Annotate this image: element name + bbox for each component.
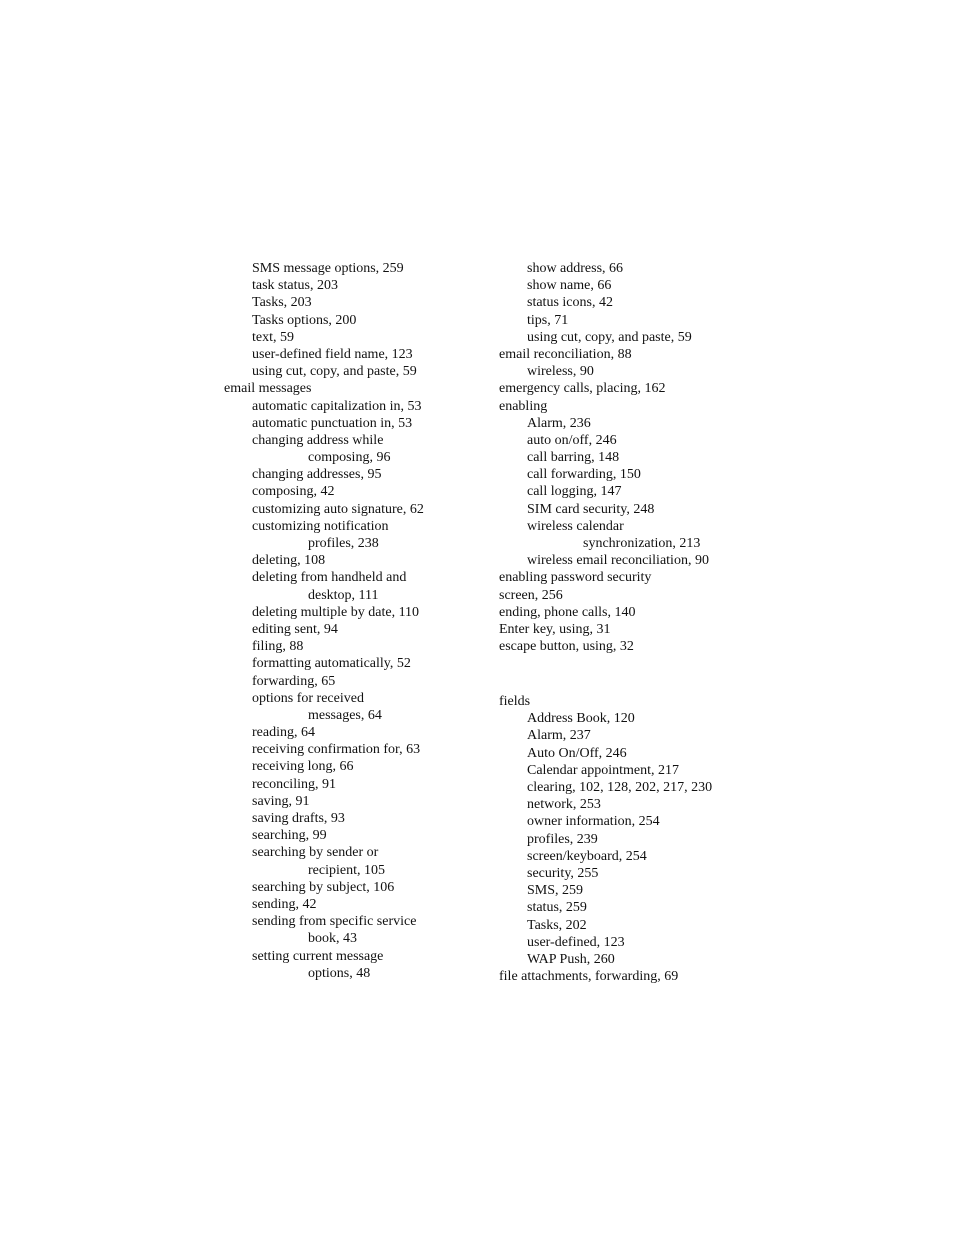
index-subentry: SMS, 259 xyxy=(527,883,584,899)
index-subentry: composing, 42 xyxy=(252,484,335,500)
index-subentry: desktop, 111 xyxy=(308,587,379,603)
index-subentry: text, 59 xyxy=(252,329,294,345)
index-subentry: Tasks, 202 xyxy=(527,917,587,933)
index-subentry: show address, 66 xyxy=(527,261,624,276)
section-gap xyxy=(499,655,759,693)
index-subentry: status, 259 xyxy=(527,900,587,916)
index-subentry: call barring, 148 xyxy=(527,450,620,466)
index-subentry: saving drafts, 93 xyxy=(252,811,345,826)
index-subentry: recipient, 105 xyxy=(308,862,385,878)
index-subentry: Tasks options, 200 xyxy=(252,312,357,328)
index-subentry: options for received xyxy=(252,690,364,706)
index-subentry: searching by subject, 106 xyxy=(252,879,395,895)
index-subentry: options, 48 xyxy=(308,965,371,981)
index-entry: screen, 256 xyxy=(499,587,563,603)
index-subentry: user-defined, 123 xyxy=(527,934,625,950)
index-subentry: deleting multiple by date, 110 xyxy=(252,604,420,620)
index-subentry: Alarm, 236 xyxy=(527,415,591,431)
index-entry: file attachments, forwarding, 69 xyxy=(499,969,679,985)
index-subentry: changing address while xyxy=(252,432,384,448)
index-subentry: Auto On/Off, 246 xyxy=(527,745,627,761)
index-subentry: receiving confirmation for, 63 xyxy=(252,742,421,758)
index-subentry: screen/keyboard, 254 xyxy=(527,848,647,864)
index-column-right xyxy=(499,260,759,985)
index-subentry: SIM card security, 248 xyxy=(527,501,655,517)
index-subentry: show name, 66 xyxy=(527,278,612,294)
index-subentry: deleting from handheld and xyxy=(252,570,407,586)
index-subentry: Alarm, 237 xyxy=(527,728,591,744)
index-entry: escape button, using, 32 xyxy=(499,639,634,655)
index-subentry: network, 253 xyxy=(527,797,601,813)
index-entry: enabling password security xyxy=(499,570,652,586)
index-subentry: call forwarding, 150 xyxy=(527,467,641,483)
index-subentry: saving, 91 xyxy=(252,793,310,809)
index-subentry: reading, 64 xyxy=(252,725,315,741)
index-subentry: security, 255 xyxy=(527,865,599,881)
index-subentry: searching by sender or xyxy=(252,845,379,861)
index-subentry: automatic punctuation in, 53 xyxy=(252,415,413,431)
index-subentry: status icons, 42 xyxy=(527,295,613,311)
index-column-left xyxy=(224,260,484,982)
index-subentry: synchronization, 213 xyxy=(583,536,701,551)
index-subentry: editing sent, 94 xyxy=(252,621,338,637)
index-subentry: wireless email reconciliation, 90 xyxy=(527,553,709,569)
index-subentry: user-defined field name, 123 xyxy=(252,346,413,362)
index-subentry: composing, 96 xyxy=(308,450,391,466)
index-entry: enabling xyxy=(499,398,548,414)
index-subentry: profiles, 239 xyxy=(527,831,598,847)
index-subentry: tips, 71 xyxy=(527,312,569,328)
index-subentry: reconciling, 91 xyxy=(252,776,336,792)
index-subentry: auto on/off, 246 xyxy=(527,432,617,448)
index-subentry: wireless, 90 xyxy=(527,364,594,380)
index-entry: Enter key, using, 31 xyxy=(499,621,611,637)
index-subentry: task status, 203 xyxy=(252,278,338,294)
index-subentry: WAP Push, 260 xyxy=(527,951,615,967)
index-subentry: owner information, 254 xyxy=(527,814,660,830)
index-subentry: formatting automatically, 52 xyxy=(252,656,411,672)
index-subentry: book, 43 xyxy=(308,931,357,947)
index-subentry: using cut, copy, and paste, 59 xyxy=(527,329,692,345)
index-subentry: sending from specific service xyxy=(252,914,417,930)
index-subentry: Tasks, 203 xyxy=(252,295,312,311)
index-subentry: deleting, 108 xyxy=(252,553,326,569)
index-subentry: forwarding, 65 xyxy=(252,673,336,689)
index-subentry: using cut, copy, and paste, 59 xyxy=(252,364,417,380)
index-entry: email messages xyxy=(224,381,312,397)
index-entry: email reconciliation, 88 xyxy=(499,346,632,362)
index-subentry: changing addresses, 95 xyxy=(252,467,382,483)
index-subentry: automatic capitalization in, 53 xyxy=(252,398,422,414)
index-subentry: setting current message xyxy=(252,948,384,964)
index-entry: ending, phone calls, 140 xyxy=(499,604,636,620)
index-subentry: Address Book, 120 xyxy=(527,711,635,727)
index-subentry: messages, 64 xyxy=(308,707,382,723)
index-subentry: customizing notification xyxy=(252,518,389,534)
index-subentry: sending, 42 xyxy=(252,896,317,912)
index-subentry: call logging, 147 xyxy=(527,484,622,500)
index-subentry: wireless calendar xyxy=(527,518,624,534)
index-subentry: profiles, 238 xyxy=(308,536,379,551)
index-subentry: receiving long, 66 xyxy=(252,759,354,775)
index-subentry: customizing auto signature, 62 xyxy=(252,501,424,517)
index-subentry: searching, 99 xyxy=(252,828,327,844)
index-entry: emergency calls, placing, 162 xyxy=(499,381,666,397)
index-subentry: SMS message options, 259 xyxy=(252,261,404,276)
index-entry: fields xyxy=(499,694,531,710)
index-subentry: Calendar appointment, 217 xyxy=(527,762,680,778)
index-subentry: filing, 88 xyxy=(252,639,304,655)
index-subentry: clearing, 102, 128, 202, 217, 230 xyxy=(527,780,713,796)
